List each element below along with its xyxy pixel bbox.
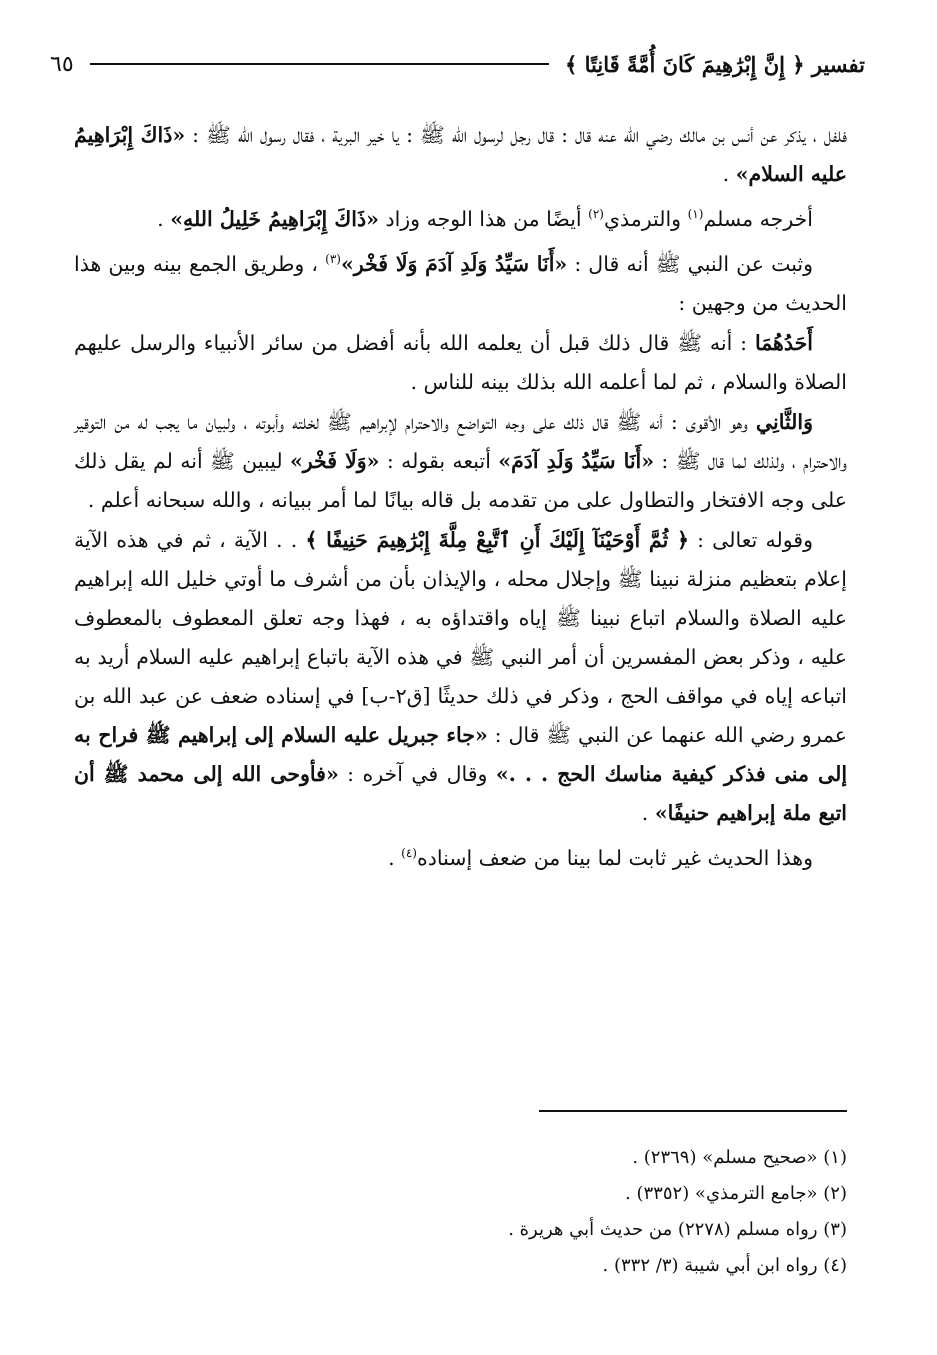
- paragraph: [74, 324, 847, 402]
- text-run: .: [641, 800, 655, 825]
- text-run: وهذا الحديث غير ثابت لما بينا من ضعف إسناده: [416, 845, 813, 870]
- paragraph: [74, 834, 847, 878]
- text-run: .: [722, 162, 736, 186]
- text-run: أتبعه بقوله :: [379, 448, 499, 473]
- body-text: [74, 116, 847, 878]
- paragraph: [74, 240, 847, 323]
- text-run: أيضًا من هذا الوجه وزاد: [378, 206, 589, 231]
- text-run: والترمذي: [603, 206, 688, 231]
- footnote: (٣) رواه مسلم (٢٢٧٨) من حديث أبي هريرة .: [508, 1219, 847, 1240]
- footnote-marker: (٢): [588, 207, 604, 221]
- text-run: .: [157, 206, 171, 231]
- footnote: (٢) «جامع الترمذي» (٣٣٥٢) .: [625, 1183, 847, 1204]
- text-run: وهو الأقوى : أنه ﷺ قال ذلك على وجه التواضع والاحترام لإبراهيم ﷺ لخلته وأبوته ، ولبيان ما يجب له من التوقير والاحترام ، ولذلك لما قال ﷺ :: [74, 409, 847, 473]
- emphasized-text: «أَنَا سَيِّدُ وَلَدِ آدَمَ وَلَا فَخْر»: [340, 251, 568, 276]
- emphasized-text: «ذَاكَ إِبْرَاهِيمُ عليه السلام»: [74, 123, 847, 186]
- footnote-separator: [539, 1110, 847, 1112]
- text-run: وقال في آخره :: [338, 761, 496, 786]
- emphasized-text: «أَنَا سَيِّدُ وَلَدِ آدَمَ»: [498, 448, 655, 473]
- footnote-marker: (٤): [401, 845, 417, 860]
- footnote: (٤) رواه ابن أبي شيبة (٣/ ٣٣٢) .: [602, 1255, 847, 1276]
- text-run: وثبت عن النبي ﷺ أنه قال :: [567, 251, 813, 276]
- emphasized-text: «فأوحى الله إلى محمد ﷺ أن اتبع ملة إبراهيم حنيفًا»: [74, 761, 847, 825]
- text-run: فلفل ، يذكر عن أنس بن مالك رضي الله عنه قال : قال رجل لرسول الله ﷺ : يا خير البرية ، فقال رسول الله ﷺ :: [185, 123, 848, 147]
- emphasized-text: ﴿ ثُمَّ أَوْحَيْنَآ إِلَيْكَ أَنِ ٱتَّبِعْ مِلَّةَ إِبْرَٰهِيمَ حَنِيفًا ﴾: [305, 527, 690, 552]
- text-run: ليبين ﷺ أنه لم يقل ذلك على وجه الافتخار والتطاول على من تقدمه بل قاله بيانًا لما أمر ببيانه ، والله سبحانه أعلم .: [74, 448, 847, 512]
- text-run: وقوله تعالى :: [689, 527, 814, 552]
- text-run: : أنه ﷺ قال ذلك قبل أن يعلمه الله بأنه أفضل من سائر الأنبياء والرسل عليهم الصلاة والسلام ، ثم لما أعلمه الله بذلك بينه للناس .: [74, 330, 847, 394]
- text-run: . . الآية ، ثم في هذه الآية إعلام بتعظيم منزلة نبينا ﷺ وإجلال محله ، والإيذان بأن من أشرف ما أوتي خليل الله إبراهيم عليه الصلاة والسلام اتباع نبينا ﷺ إياه واقتداؤه به ، فهذا وجه تعلق المعطوف بالمعطوف عليه ، وذكر بعض المفسرين أن أمر النبي ﷺ في هذه الآية باتباع إبراهيم عليه السلام أريد به اتباعه إياه في مواقف الحج ، وذكر في ذلك حديثًا [ق٢-ب] في إسناده ضعف عن عبد الله بن عمرو رضي الله عنهما عن النبي ﷺ قال :: [74, 527, 847, 747]
- footnote-marker: (٣): [325, 251, 341, 266]
- footnote: (١) «صحيح مسلم» (٢٣٦٩) .: [632, 1147, 847, 1168]
- text-run: أخرجه مسلم: [703, 206, 813, 231]
- emphasized-text: وَالثَّانِي: [755, 409, 813, 434]
- emphasized-text: «وَلَا فَخْر»: [289, 448, 380, 473]
- paragraph: [74, 521, 847, 833]
- text-run: ، وطريق الجمع بينه وبين هذا الحديث من وجهين :: [74, 251, 847, 315]
- page-header: [50, 44, 865, 84]
- footnotes: [247, 1140, 847, 1284]
- emphasized-text: «ذَاكَ إِبْرَاهِيمُ خَلِيلُ اللهِ»: [170, 206, 379, 231]
- footnote-marker: (١): [687, 207, 704, 221]
- paragraph: [74, 403, 847, 520]
- emphasized-text: أَحَدُهُمَا: [754, 330, 813, 355]
- paragraph: [74, 116, 847, 194]
- paragraph: [74, 195, 847, 239]
- text-run: .: [388, 845, 402, 870]
- page-number: ٦٥: [50, 51, 74, 77]
- header-rule: [90, 63, 549, 65]
- running-title: تفسير ﴿ إِنَّ إِبْرَٰهِيمَ كَانَ أُمَّةً قَانِتًا ﴾: [565, 51, 865, 77]
- emphasized-text: «جاء جبريل عليه السلام إلى إبراهيم ﷺ فراح به إلى منى فذكر كيفية مناسك الحج . . .»: [74, 722, 848, 786]
